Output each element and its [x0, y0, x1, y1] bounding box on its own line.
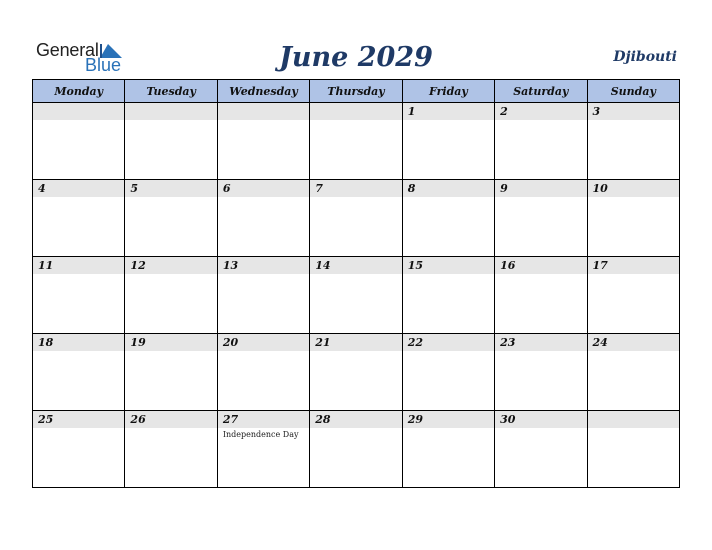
day-cell [33, 103, 125, 180]
day-header-band [310, 411, 401, 428]
day-header-band [125, 257, 216, 274]
day-number: 8 [407, 182, 416, 195]
weekday-header: Wednesday [217, 80, 309, 103]
day-cell [402, 103, 494, 180]
day-header-band [125, 103, 216, 120]
day-number: 7 [315, 182, 323, 195]
day-cell [495, 334, 587, 411]
day-cell [587, 334, 679, 411]
day-number: 30 [500, 413, 516, 426]
day-number: 12 [130, 259, 146, 272]
day-cell [217, 257, 309, 334]
day-header-band [33, 103, 124, 120]
day-header-band [310, 103, 401, 120]
day-header-band [588, 257, 679, 274]
day-header-band [125, 334, 216, 351]
day-cell [217, 103, 309, 180]
week-row [33, 180, 680, 257]
day-header-band [588, 411, 679, 428]
day-cell [310, 180, 402, 257]
day-header-band [310, 334, 401, 351]
weekday-header: Tuesday [125, 80, 217, 103]
day-header-band [588, 103, 679, 120]
week-row [33, 103, 680, 180]
day-number: 17 [592, 259, 608, 272]
weekday-header: Thursday [310, 80, 402, 103]
day-cell [587, 103, 679, 180]
day-cell [33, 180, 125, 257]
day-header-band [125, 180, 216, 197]
holiday-label: Independence Day [222, 430, 299, 439]
day-header-band [588, 334, 679, 351]
logo-word-general: General [36, 40, 99, 60]
day-number: 2 [500, 105, 508, 118]
day-header-band [218, 103, 309, 120]
day-cell [495, 257, 587, 334]
day-number: 26 [130, 413, 146, 426]
day-number: 3 [592, 105, 601, 118]
day-cell [125, 334, 217, 411]
day-header-band [403, 334, 494, 351]
day-number: 13 [222, 259, 239, 272]
day-cell [587, 180, 679, 257]
weekday-header: Friday [402, 80, 494, 103]
day-number: 1 [407, 105, 416, 118]
page-title: June 2029 [279, 42, 433, 73]
day-header-band [495, 180, 586, 197]
day-header-band [33, 334, 124, 351]
day-number: 9 [500, 182, 508, 195]
day-number: 24 [592, 336, 608, 349]
day-cell [402, 180, 494, 257]
day-cell [217, 411, 309, 488]
day-cell [125, 103, 217, 180]
day-cell [33, 411, 125, 488]
day-cell [495, 411, 587, 488]
day-number: 27 [222, 413, 239, 426]
calendar-grid [32, 79, 680, 488]
day-number: 10 [592, 182, 608, 195]
day-header-band [403, 411, 494, 428]
generalblue-logo [36, 40, 136, 74]
day-cell [495, 103, 587, 180]
day-number: 19 [130, 336, 146, 349]
day-header-band [125, 411, 216, 428]
day-header-band [218, 334, 309, 351]
weekday-header: Sunday [587, 80, 679, 103]
day-cell [217, 334, 309, 411]
logo-word-blue: Blue [85, 55, 122, 75]
day-header-band [495, 257, 586, 274]
day-cell [125, 180, 217, 257]
day-header-band [33, 411, 124, 428]
calendar-body [33, 103, 680, 488]
day-number: 14 [315, 259, 331, 272]
week-row [33, 411, 680, 488]
day-number: 25 [38, 413, 54, 426]
day-cell [310, 257, 402, 334]
day-cell [402, 411, 494, 488]
day-number: 18 [38, 336, 54, 349]
day-number: 29 [407, 413, 423, 426]
day-number: 21 [315, 336, 331, 349]
day-cell [125, 411, 217, 488]
day-cell [310, 334, 402, 411]
weekday-header: Monday [33, 80, 125, 103]
day-header-band [310, 257, 401, 274]
day-cell [33, 257, 125, 334]
day-number: 22 [407, 336, 423, 349]
day-header-band [403, 257, 494, 274]
day-header-band [403, 103, 494, 120]
weekday-header: Saturday [495, 80, 587, 103]
day-cell [310, 411, 402, 488]
day-header-band [495, 411, 586, 428]
day-header-band [218, 411, 309, 428]
day-number: 11 [38, 259, 54, 272]
day-number: 5 [130, 182, 139, 195]
day-cell [217, 180, 309, 257]
day-number: 6 [222, 182, 231, 195]
day-number: 28 [315, 413, 331, 426]
day-cell [310, 103, 402, 180]
day-cell [402, 334, 494, 411]
day-number: 15 [407, 259, 423, 272]
weekday-header-row [33, 80, 680, 103]
day-header-band [495, 334, 586, 351]
day-header-band [33, 180, 124, 197]
day-cell [495, 180, 587, 257]
day-header-band [588, 180, 679, 197]
week-row [33, 257, 680, 334]
day-header-band [403, 180, 494, 197]
day-cell [402, 257, 494, 334]
day-cell [587, 411, 679, 488]
day-cell [125, 257, 217, 334]
day-cell [33, 334, 125, 411]
day-header-band [495, 103, 586, 120]
day-header-band [33, 257, 124, 274]
day-number: 20 [222, 336, 239, 349]
day-header-band [218, 257, 309, 274]
country-label: Djibouti [613, 49, 677, 65]
day-number: 16 [500, 259, 516, 272]
day-number: 23 [500, 336, 516, 349]
day-header-band [218, 180, 309, 197]
day-cell [587, 257, 679, 334]
day-header-band [310, 180, 401, 197]
day-number: 4 [38, 182, 46, 195]
week-row [33, 334, 680, 411]
